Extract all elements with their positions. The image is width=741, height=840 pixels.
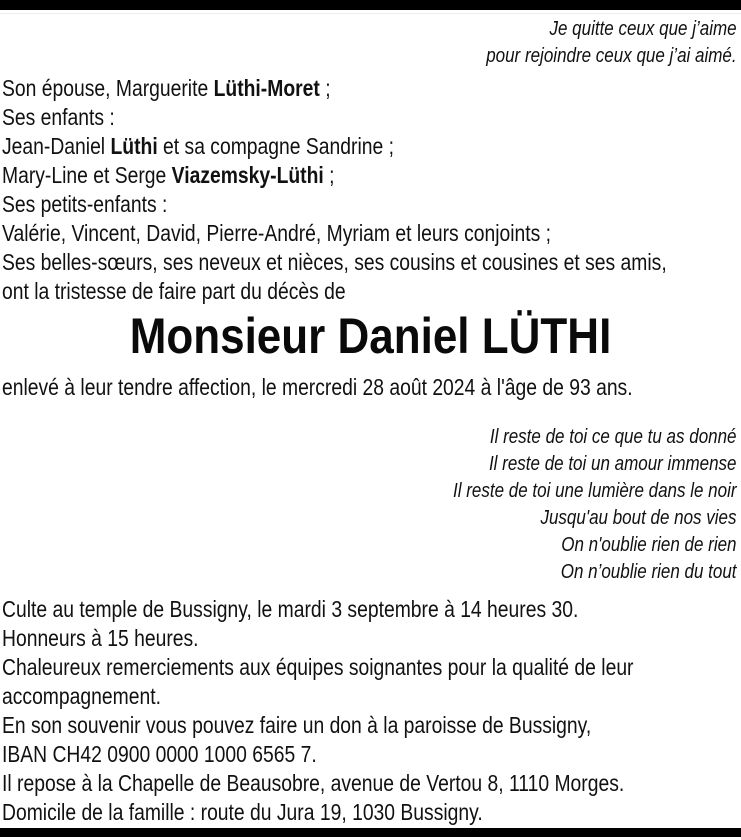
ceremony-line: Domicile de la famille : route du Jura 19, 1030 Bussigny. [2, 799, 483, 825]
top-border-bar [0, 0, 741, 10]
family-name-bold: Lüthi-Moret [213, 75, 320, 101]
family-line-text: Ses petits-enfants : [2, 191, 168, 217]
ceremony-line: IBAN CH42 0900 0000 1000 6565 7. [2, 741, 317, 767]
family-line-text: ; [323, 162, 335, 188]
poem-line: On n'oublie rien de rien [561, 534, 737, 556]
family-line-text: Ses enfants : [2, 104, 115, 130]
poem-line: Il reste de toi ce que tu as donné [490, 426, 737, 448]
family-line-text: Son épouse, Marguerite [2, 75, 214, 101]
poem-line: On n’oublie rien du tout [561, 561, 737, 583]
memorial-poem [454, 424, 737, 586]
family-line-text: ; [319, 75, 331, 101]
top-hairline [0, 13, 741, 14]
family-line-text: et sa compagne Sandrine ; [157, 133, 394, 159]
poem-line: Il reste de toi une lumière dans le noir [453, 480, 737, 502]
family-line-text: Ses belles-sœurs, ses neveux et nièces, ses cousins et cousines et ses amis, [2, 249, 667, 275]
poem-line: Jusqu'au bout de nos vies [540, 507, 737, 529]
family-line [2, 132, 667, 161]
family-line [2, 103, 667, 132]
epigraph-line: Je quitte ceux que j’aime [549, 18, 737, 40]
family-line [2, 248, 667, 277]
family-line-text: Mary-Line et Serge [2, 162, 172, 188]
family-line [2, 74, 667, 103]
ceremony-line: Chaleureux remerciements aux équipes soignantes pour la qualité de leur [2, 654, 634, 680]
deceased-name-title: Monsieur Daniel LÜTHI [129, 308, 612, 364]
family-line [2, 161, 667, 190]
ceremony-line: Culte au temple de Bussigny, le mardi 3 septembre à 14 heures 30. [2, 596, 579, 622]
family-line [2, 219, 667, 248]
ceremony-line: Honneurs à 15 heures. [2, 625, 199, 651]
ceremony-details [2, 595, 633, 827]
family-line [2, 190, 667, 219]
family-line-text: Valérie, Vincent, David, Pierre-André, Myriam et leurs conjoints ; [2, 220, 552, 246]
family-name-bold: Lüthi [110, 133, 158, 159]
poem-line: Il reste de toi un amour immense [489, 453, 737, 475]
epigraph [487, 16, 737, 70]
family-name-bold: Viazemsky-Lüthi [171, 162, 324, 188]
bottom-border-bar [0, 828, 741, 837]
ceremony-line: Il repose à la Chapelle de Beausobre, avenue de Vertou 8, 1110 Morges. [2, 770, 625, 796]
family-line-text: Jean-Daniel [2, 133, 111, 159]
ceremony-line: accompagnement. [2, 683, 161, 709]
ceremony-line: En son souvenir vous pouvez faire un don à la paroisse de Bussigny, [2, 712, 592, 738]
family-announcement [2, 74, 667, 306]
family-line-text: ont la tristesse de faire part du décès de [2, 278, 346, 304]
death-announcement-line: enlevé à leur tendre affection, le mercredi 28 août 2024 à l'âge de 93 ans. [2, 374, 633, 400]
family-line [2, 277, 667, 306]
epigraph-line: pour rejoindre ceux que j’ai aimé. [486, 45, 737, 67]
